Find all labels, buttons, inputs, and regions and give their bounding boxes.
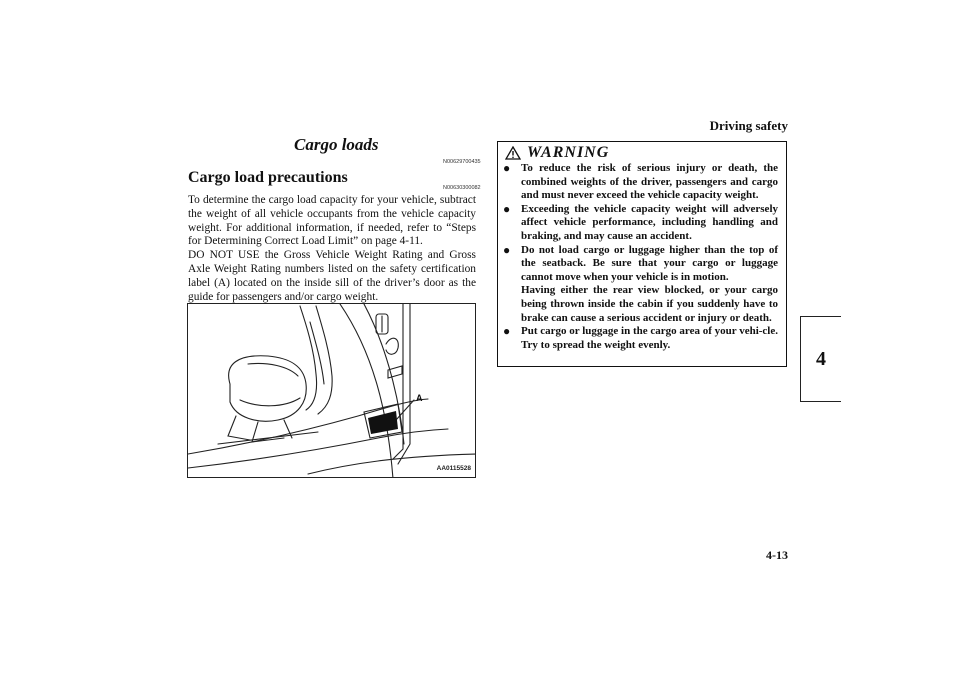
- bullet-icon: ●: [503, 201, 511, 216]
- warning-header: [505, 143, 609, 163]
- callout-label: A: [416, 393, 423, 403]
- warning-item: ● Put cargo or luggage in the cargo area of your vehi-cle. Try to spread the weight evenly.: [503, 324, 778, 351]
- warning-item: ● Do not load cargo or luggage higher than the top of the seatback. Be sure that your cargo or luggage cannot move when your vehicle is in motion.: [503, 242, 778, 283]
- bullet-icon: ●: [503, 161, 511, 175]
- subsection-title: Cargo load precautions: [188, 169, 348, 186]
- subsection-code: N00630300082: [443, 185, 481, 191]
- paragraph: DO NOT USE the Gross Vehicle Weight Rating and Gross Axle Weight Rating numbers listed on the safety certification label (A) located on the inside sill of the driver’s door as the guide for passengers and/or cargo weight.: [188, 249, 476, 303]
- chapter-number: 4: [816, 347, 826, 370]
- warning-title: WARNING: [527, 144, 610, 161]
- warning-box: [497, 141, 787, 367]
- warning-item: ● Exceeding the vehicle capacity weight will adversely affect vehicle performance, including handling and braking, and may cause an accident.: [503, 201, 778, 242]
- warning-item-continuation: Having either the rear view blocked, or your cargo being thrown inside the cabin if you suddenly have to brake can cause a serious accident or injury or death.: [521, 284, 778, 324]
- warning-list: [503, 162, 778, 352]
- body-text: [188, 194, 476, 304]
- illustration-drawing: [188, 304, 476, 478]
- door-sill-illustration: [187, 303, 476, 478]
- bullet-icon: ●: [503, 242, 511, 257]
- chapter-tab: [800, 316, 841, 402]
- figure-code: AA0115528: [436, 465, 471, 472]
- warning-triangle-icon: [505, 146, 521, 160]
- warning-item: ● To reduce the risk of serious injury or death, the combined weights of the driver, passengers and cargo and must never exceed the vehicle capacity weight.: [503, 161, 778, 202]
- running-header: Driving safety: [709, 118, 788, 133]
- bullet-icon: ●: [503, 324, 511, 339]
- section-title: Cargo loads: [294, 135, 379, 154]
- section-code: N00629700435: [443, 159, 481, 165]
- paragraph: To determine the cargo load capacity for your vehicle, subtract the weight of all vehicle occupants from the vehicle capacity weight. For additional information, if needed, refer to “Steps for Determining Correct Load Limit” on page 4-11.: [188, 194, 476, 248]
- page-number: 4-13: [766, 548, 788, 562]
